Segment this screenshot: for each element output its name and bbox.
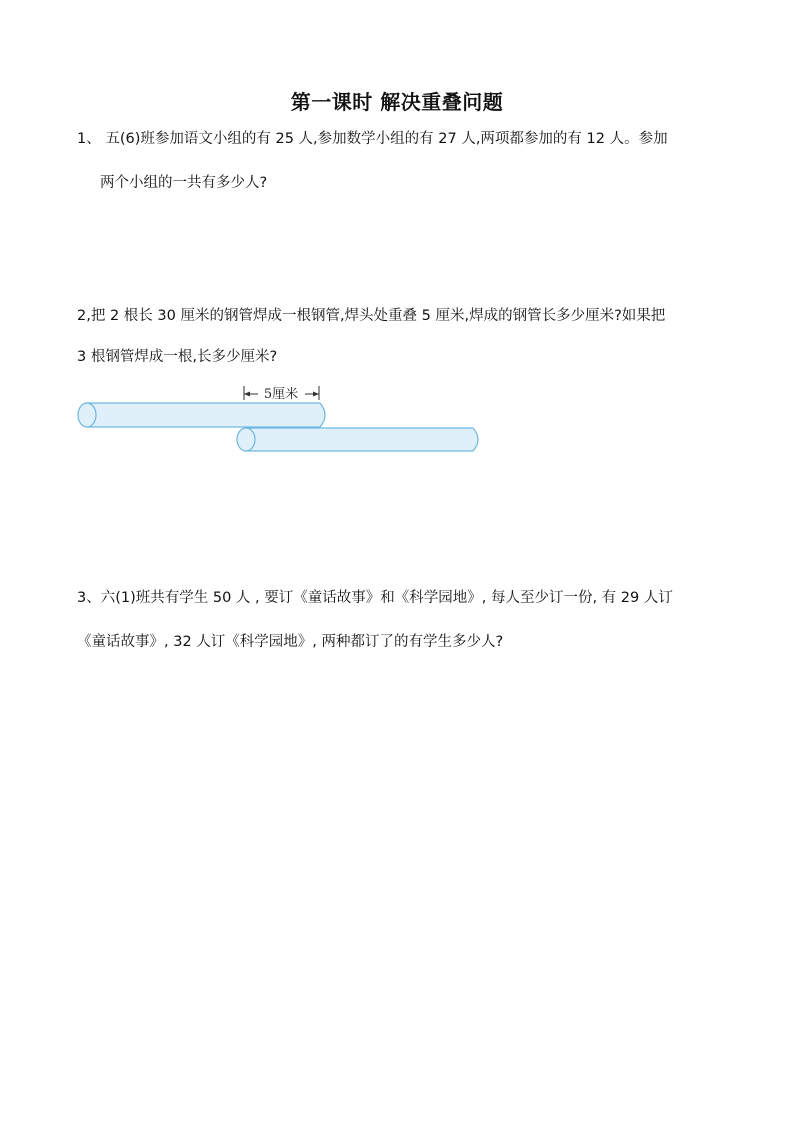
question-1-line-2: 两个小组的一共有多少人?: [100, 175, 268, 191]
page-title: 第一课时 解决重叠问题: [290, 90, 504, 114]
overlap-label: 5厘米: [263, 387, 299, 402]
question-3-line-2: 《童话故事》, 32 人订《科学园地》, 两种都订了的有学生多少人?: [77, 634, 504, 650]
pipe-2-body: [246, 428, 478, 451]
pipe-2-end: [237, 428, 255, 451]
pipe-1-body: [87, 403, 325, 427]
question-1-line-1: 1、 五(6)班参加语文小组的有 25 人,参加数学小组的有 27 人,两项都参加的有 12 人。参加: [77, 131, 668, 147]
pipe-1: [78, 403, 325, 427]
question-2-line-1: 2,把 2 根长 30 厘米的钢管焊成一根钢管,焊头处重叠 5 厘米,焊成的钢管长多少厘米?如果把: [77, 308, 666, 324]
overlap-dimension: [244, 386, 319, 402]
pipe-overlap-diagram: [70, 380, 490, 460]
question-2-line-2: 3 根钢管焊成一根,长多少厘米?: [77, 349, 278, 365]
question-3-line-1: 3、六(1)班共有学生 50 人 , 要订《童话故事》和《科学园地》, 每人至少订一份, 有 29 人订: [77, 590, 673, 606]
pipe-1-end: [78, 403, 96, 427]
pipe-2: [237, 428, 478, 451]
